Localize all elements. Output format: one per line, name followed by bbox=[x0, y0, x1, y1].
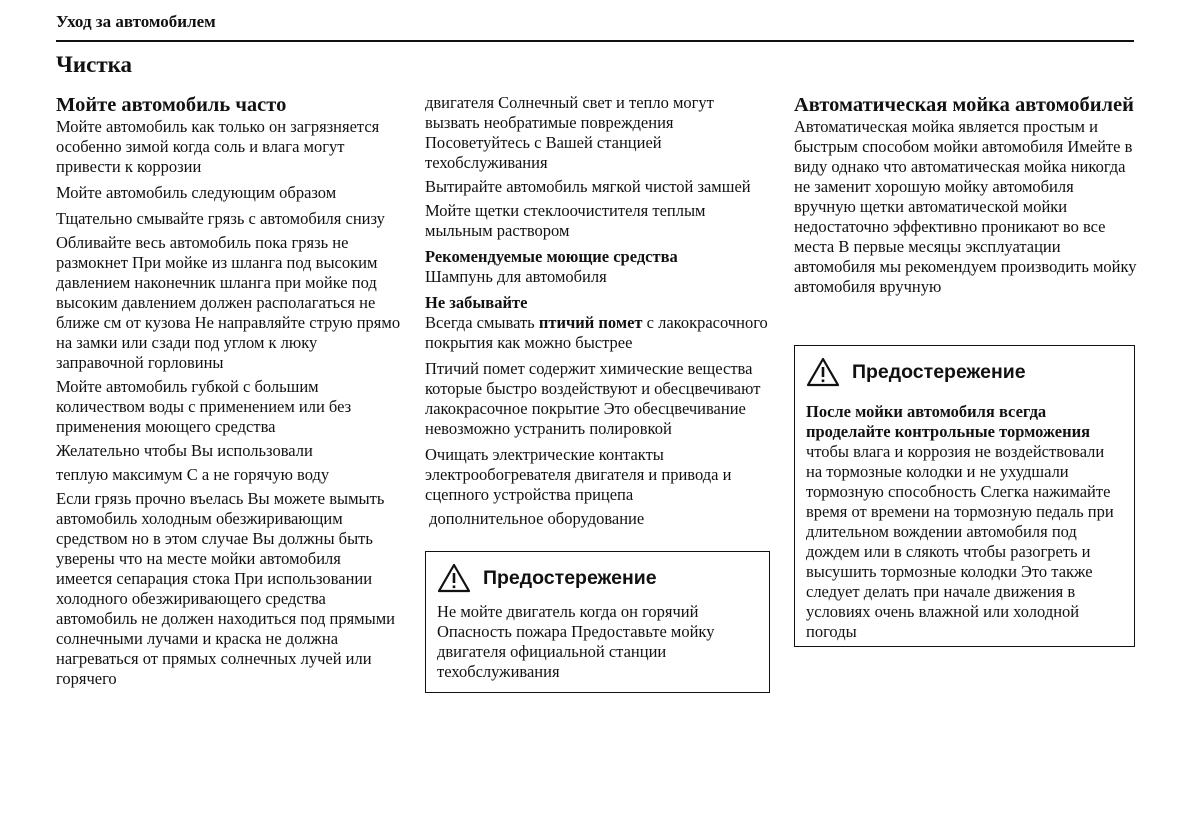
warning-header bbox=[437, 556, 757, 600]
warning-emphasis: После мойки автомобиля всегда проделайте контрольные торможения bbox=[806, 402, 1091, 441]
bird-droppings-paragraph: Птичий помет содержит химические вещества которые быстро воздействуют и обесцвечивают лакокрасочное покрытие Это обесцвечивание невозможно устранить полировкой bbox=[425, 359, 761, 438]
warning-triangle-icon bbox=[806, 357, 840, 387]
list-item: Мойте щетки стеклоочистителя теплым мыльным раствором bbox=[425, 201, 706, 240]
column-2 bbox=[425, 93, 770, 693]
how-to-paragraph: Мойте автомобиль следующим образом bbox=[56, 183, 337, 202]
running-header: Уход за автомобилем bbox=[56, 12, 216, 31]
section-title-automatic-wash: Автоматическая мойка автомобилей bbox=[794, 94, 1134, 116]
braking-warning-box bbox=[794, 345, 1135, 647]
recommended-text: Шампунь для автомобиля bbox=[425, 267, 607, 286]
warning-triangle-icon bbox=[437, 563, 471, 593]
list-item: Тщательно смывайте грязь с автомобиля снизу bbox=[56, 209, 385, 228]
list-item: Если грязь прочно въелась Вы можете вымыть автомобиль холодным обезжиривающим средством но в этом случае Вы должны быть уверены что на месте мойки автомобиля имеется сепарация стока При использовании холодного обезжиривающего средства автомобиль не должен находиться под прямыми солнечными лучами и краска не должна нагреваться от прямых солнечных лучей или горячего bbox=[56, 489, 395, 688]
remember-text: Всегда смывать птичий помет с лакокрасочного покрытия как можно быстрее bbox=[425, 313, 768, 352]
automatic-wash-text: Автоматическая мойка является простым и быстрым способом мойки автомобиля Имейте в виду однако что автоматическая мойка никогда не заменит хорошую мойку автомобиля вручную щетки автоматической мойки недостаточно эффективно проникают во все места В первые месяцы эксплуатации автомобиля мы рекомендуем производить мойку автомобиля вручную bbox=[794, 117, 1137, 296]
warning-text: После мойки автомобиля всегда проделайте контрольные торможения чтобы влага и коррозия не воздействовали на тормозные колодки и не ухудшали тормозную способность Слегка нажимайте время от времени на тормозную педаль при длительном вождении автомобиля под дождем или в слякоть чтобы разогреть и высушить тормозные колодки Это также следует делать при начале движения в условиях очень влажной или холодной погоды bbox=[806, 402, 1114, 641]
optional-equipment-note: дополнительное оборудование bbox=[425, 509, 645, 528]
section-title-wash-often: Мойте автомобиль часто bbox=[56, 94, 287, 116]
list-item: двигателя Солнечный свет и тепло могут вызвать необратимые повреждения Посоветуйтесь с Вашей станцией техобслуживания bbox=[425, 93, 714, 172]
list-item: Мойте автомобиль губкой с большим количеством воды с применением или без применения моющего средства bbox=[56, 377, 352, 436]
page-title: Чистка bbox=[56, 52, 133, 77]
warning-header bbox=[806, 350, 1122, 394]
list-item: теплую максимум С а не горячую воду bbox=[56, 465, 330, 484]
intro-paragraph: Мойте автомобиль как только он загрязняется особенно зимой когда соль и влага могут привести к коррозии bbox=[56, 117, 380, 176]
list-item: Вытирайте автомобиль мягкой чистой замшей bbox=[425, 177, 751, 196]
contacts-paragraph: Очищать электрические контакты электрообогревателя двигателя и привода и сцепного устройства прицепа bbox=[425, 445, 732, 504]
list-item: Желательно чтобы Вы использовали bbox=[56, 441, 313, 460]
engine-warning-box bbox=[425, 551, 770, 693]
bird-droppings-emphasis: птичий помет bbox=[538, 313, 643, 332]
remember-title: Не забывайте bbox=[425, 293, 528, 312]
warning-title: Предостережение bbox=[483, 567, 657, 589]
recommended-title: Рекомендуемые моющие средства bbox=[425, 247, 678, 266]
warning-text: Не мойте двигатель когда он горячий Опасность пожара Предоставьте мойку двигателя официальной станции техобслуживания bbox=[437, 602, 715, 681]
column-1 bbox=[56, 93, 401, 689]
list-item: Обливайте весь автомобиль пока грязь не размокнет При мойке из шланга под высоким давлением наконечник шланга при мойке под высоким давлением должен располагаться не ближе см от кузова Не направляйте струю прямо на замки или сзади под углом к люку заправочной горловины bbox=[56, 233, 401, 372]
header-divider bbox=[56, 40, 1134, 42]
column-3 bbox=[794, 93, 1139, 647]
warning-title: Предостережение bbox=[852, 361, 1026, 383]
